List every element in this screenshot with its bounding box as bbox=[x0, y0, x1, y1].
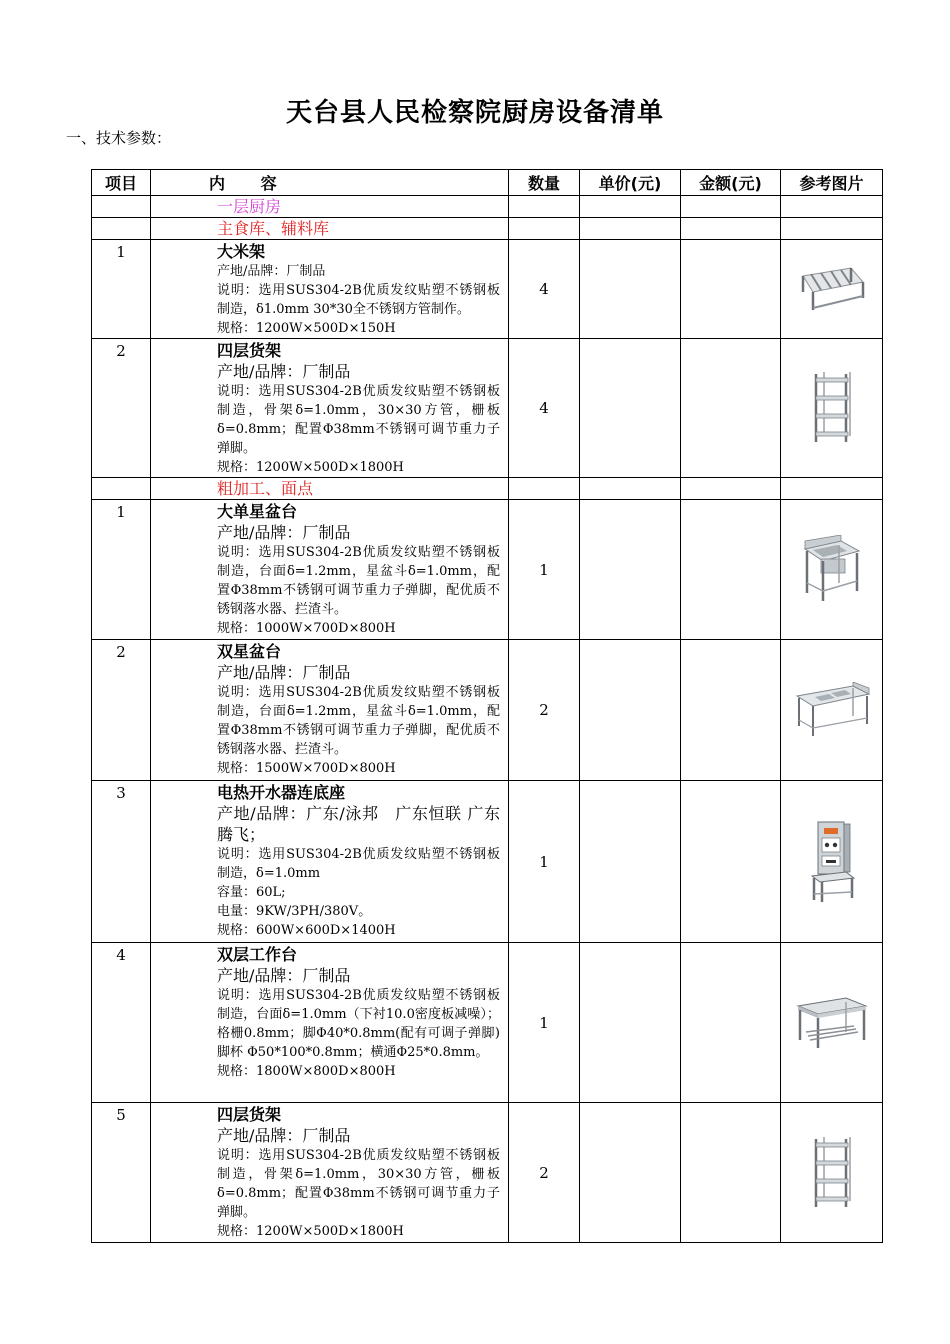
item-note: 说明：选用SUS304-2B优质发纹贴塑不锈钢板制造，δ1.0mm 30*30全不锈钢方管制作。 bbox=[217, 283, 500, 317]
item-quantity: 1 bbox=[509, 500, 580, 640]
item-number: 3 bbox=[92, 781, 151, 943]
section-label-floor1: 一层厨房 bbox=[151, 196, 509, 218]
section-row-rough bbox=[92, 478, 883, 500]
item-description bbox=[151, 500, 509, 640]
item-amount bbox=[681, 240, 781, 339]
item-spec: 规格：1200W×500D×150H bbox=[217, 321, 396, 336]
item-quantity: 1 bbox=[509, 943, 580, 1103]
item-unit-price bbox=[580, 1103, 681, 1243]
item-note: 说明：选用SUS304-2B优质发纹贴塑不锈钢板制造，台面δ=1.2mm，星盆斗δ=1.0mm，配置Φ38mm不锈钢可调节重力子弹脚，配优质不锈钢落水器、拦渣斗。 bbox=[217, 545, 500, 617]
section-heading: 一、技术参数： bbox=[66, 129, 172, 147]
item-number: 1 bbox=[92, 500, 151, 640]
item-image-cell bbox=[781, 339, 883, 478]
item-origin: 产地/品牌：厂制品 bbox=[217, 663, 351, 682]
table-row bbox=[92, 240, 883, 339]
item-name: 双星盆台 bbox=[217, 642, 282, 661]
item-name: 大单星盆台 bbox=[217, 502, 298, 521]
item-description bbox=[151, 640, 509, 781]
table-row bbox=[92, 500, 883, 640]
section-row-floor1 bbox=[92, 196, 883, 218]
item-quantity: 4 bbox=[509, 339, 580, 478]
item-description bbox=[151, 943, 509, 1103]
item-amount bbox=[681, 500, 781, 640]
item-unit-price bbox=[580, 781, 681, 943]
document-title: 天台县人民检察院厨房设备清单 bbox=[285, 98, 664, 128]
item-note: 说明：选用SUS304-2B优质发纹贴塑不锈钢板制造，骨架δ=1.0mm，30×30方管，栅板δ=0.8mm；配置Φ38mm不锈钢可调节重力子弹脚。 bbox=[217, 1148, 500, 1220]
section-row-storage bbox=[92, 218, 883, 240]
item-spec: 规格：1200W×500D×1800H bbox=[217, 1224, 404, 1239]
item-image-cell bbox=[781, 943, 883, 1103]
item-amount bbox=[681, 339, 781, 478]
item-note: 说明：选用SUS304-2B优质发纹贴塑不锈钢板制造，台面δ=1.0mm（下衬10.0密度板减噪）；格栅0.8mm；脚Φ40*0.8mm(配有可调子弹脚)脚杯 Φ50*100*0.8mm；横通Φ25*0.8mm。 bbox=[217, 988, 500, 1060]
item-number: 1 bbox=[92, 240, 151, 339]
equipment-table bbox=[91, 169, 883, 1243]
item-number: 2 bbox=[92, 339, 151, 478]
item-note: 说明：选用SUS304-2B优质发纹贴塑不锈钢板制造，骨架δ=1.0mm，30×30方管，栅板δ=0.8mm；配置Φ38mm不锈钢可调节重力子弹脚。 bbox=[217, 384, 500, 456]
item-power: 电量：9KW/3PH/380V。 bbox=[217, 904, 372, 919]
item-description bbox=[151, 1103, 509, 1243]
item-quantity: 4 bbox=[509, 240, 580, 339]
item-image-cell bbox=[781, 1103, 883, 1243]
item-name: 大米架 bbox=[217, 242, 266, 261]
table-header-row bbox=[92, 170, 883, 196]
item-unit-price bbox=[580, 640, 681, 781]
header-amount: 金额(元) bbox=[681, 170, 781, 196]
header-item: 项目 bbox=[92, 170, 151, 196]
header-quantity: 数量 bbox=[509, 170, 580, 196]
item-spec: 规格：600W×600D×1400H bbox=[217, 923, 396, 938]
item-origin: 产地/品牌：厂制品 bbox=[217, 1126, 351, 1145]
table-row bbox=[92, 640, 883, 781]
item-description bbox=[151, 781, 509, 943]
table-row bbox=[92, 781, 883, 943]
item-image-cell bbox=[781, 640, 883, 781]
four-tier-shelf-photo-icon bbox=[810, 372, 854, 444]
rice-rack-photo-icon bbox=[797, 262, 867, 316]
item-spec: 规格：1000W×700D×800H bbox=[217, 621, 396, 636]
table-row bbox=[92, 1103, 883, 1243]
item-spec: 规格：1800W×800D×800H bbox=[217, 1064, 396, 1079]
item-number: 4 bbox=[92, 943, 151, 1103]
item-image-cell bbox=[781, 240, 883, 339]
item-note: 说明：选用SUS304-2B优质发纹贴塑不锈钢板制造，台面δ=1.2mm，星盆斗δ=1.0mm，配置Φ38mm不锈钢可调节重力子弹脚，配优质不锈钢落水器、拦渣斗。 bbox=[217, 685, 500, 757]
table-row bbox=[92, 339, 883, 478]
item-image-cell bbox=[781, 500, 883, 640]
item-number: 5 bbox=[92, 1103, 151, 1243]
item-origin: 产地/品牌：厂制品 bbox=[217, 264, 326, 279]
item-image-cell bbox=[781, 781, 883, 943]
item-origin: 产地/品牌：厂制品 bbox=[217, 523, 351, 542]
item-number: 2 bbox=[92, 640, 151, 781]
section-label-rough: 粗加工、面点 bbox=[151, 478, 509, 500]
item-description bbox=[151, 240, 509, 339]
item-quantity: 1 bbox=[509, 781, 580, 943]
item-amount bbox=[681, 943, 781, 1103]
item-note: 说明：选用SUS304-2B优质发纹贴塑不锈钢板制造，δ=1.0mm bbox=[217, 847, 500, 881]
item-amount bbox=[681, 640, 781, 781]
item-name: 双层工作台 bbox=[217, 945, 298, 964]
item-spec: 规格：1200W×500D×1800H bbox=[217, 460, 404, 475]
header-reference-image: 参考图片 bbox=[781, 170, 883, 196]
four-tier-shelf-photo-icon bbox=[810, 1137, 854, 1209]
item-quantity: 2 bbox=[509, 1103, 580, 1243]
item-name: 四层货架 bbox=[217, 341, 282, 360]
item-origin: 产地/品牌：厂制品 bbox=[217, 966, 351, 985]
item-unit-price bbox=[580, 339, 681, 478]
item-amount bbox=[681, 781, 781, 943]
double-sink-photo-icon bbox=[793, 682, 871, 738]
work-table-photo-icon bbox=[796, 996, 868, 1050]
item-name: 四层货架 bbox=[217, 1105, 282, 1124]
table-row bbox=[92, 943, 883, 1103]
single-sink-photo-icon bbox=[801, 535, 863, 605]
item-origin: 产地/品牌：广东/泳邦 广东恒联 广东腾飞； bbox=[217, 804, 500, 844]
section-label-storage: 主食库、辅料库 bbox=[151, 218, 509, 240]
header-content: 内 容 bbox=[151, 170, 509, 196]
item-quantity: 2 bbox=[509, 640, 580, 781]
water-boiler-photo-icon bbox=[806, 820, 858, 904]
item-unit-price bbox=[580, 500, 681, 640]
item-unit-price bbox=[580, 943, 681, 1103]
item-amount bbox=[681, 1103, 781, 1243]
item-unit-price bbox=[580, 240, 681, 339]
item-origin: 产地/品牌：厂制品 bbox=[217, 362, 351, 381]
item-capacity: 容量：60L; bbox=[217, 885, 286, 900]
header-unit-price: 单价(元) bbox=[580, 170, 681, 196]
item-description bbox=[151, 339, 509, 478]
item-name: 电热开水器连底座 bbox=[217, 783, 346, 802]
item-spec: 规格：1500W×700D×800H bbox=[217, 761, 396, 776]
